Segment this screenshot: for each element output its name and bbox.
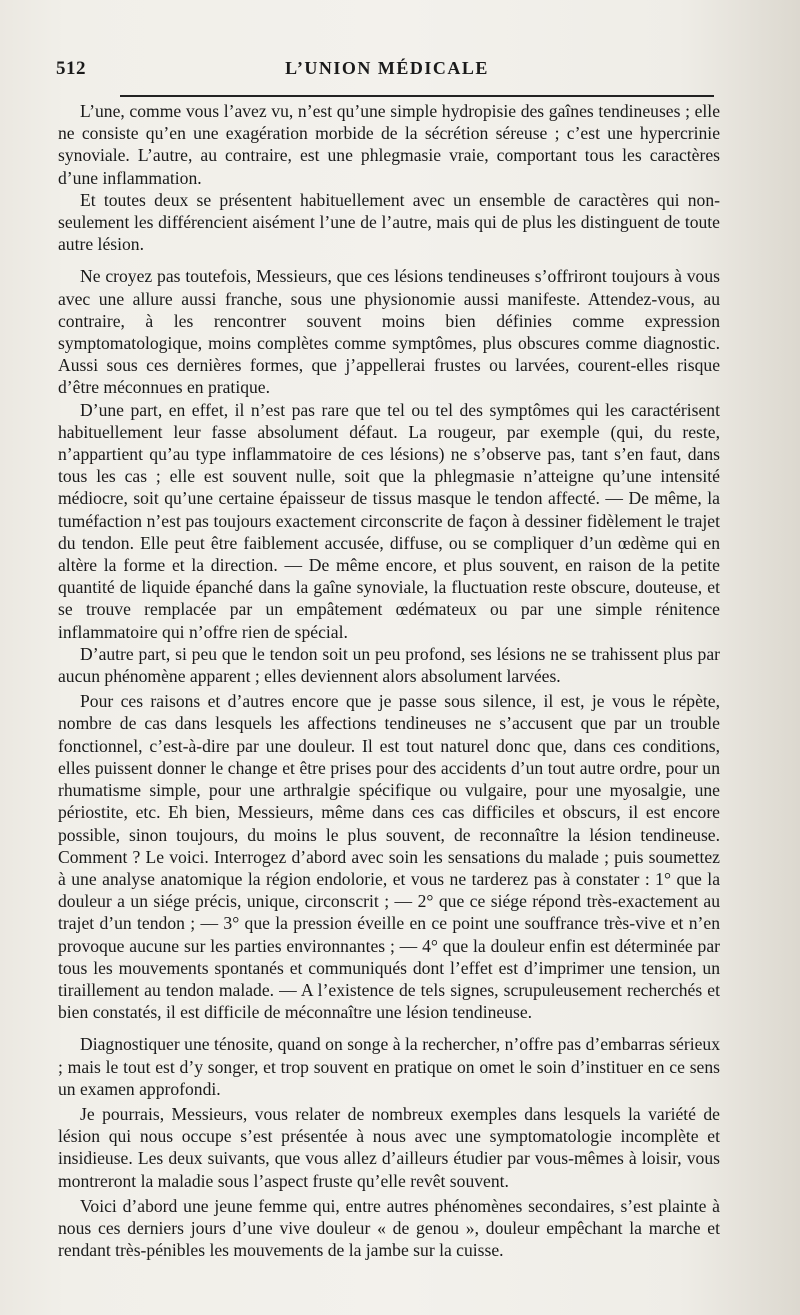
paragraph: D’autre part, si peu que le tendon soit un peu profond, ses lésions ne se trahissent plus par aucun phénomène apparent ; elles deviennent alors absolument larvées. [58,643,720,687]
paragraph: Pour ces raisons et d’autres encore que je passe sous silence, il est, je vous le répète, nombre de cas dans lesquels les affections tendineuses ne s’accusent que par un trouble fonctionnel, c’est-à-dire par une douleur. Il est tout naturel donc que, dans ces conditions, elles puissent donner le change et être prises pour des accidents d’un tout autre ordre, pour un rhumatisme simple, pour une arthralgie spécifique ou vulgaire, pour une myosalgie, une périostite, etc. Eh bien, Messieurs, même dans ces cas difficiles et obscurs, il est encore possible, sinon toujours, du moins le plus souvent, de reconnaître la lésion tendineuse. Comment ? Le voici. Interrogez d’abord avec soin les sensations du malade ; puis soumettez à une analyse anatomique la région endolorie, et vous ne tarderez pas à constater : 1° que la douleur a un siége précis, unique, circonscrit ; — 2° que ce siége répond très-exactement au trajet d’un tendon ; — 3° que la pression éveille en ce point une souffrance très-vive et n’en provoque aucune sur les parties environnantes ; — 4° que la douleur enfin est déterminée par tous les mouvements spontanés et communiqués dont l’effet est d’imprimer une tension, un tiraillement au tendon malade. — A l’existence de tels signes, scrupuleusement recherchés et bien constatés, il est difficile de méconnaître une lésion tendineuse. [58,691,720,1023]
paragraph: Et toutes deux se présentent habituellement avec un ensemble de caractères qui non-seulement les différencient aisément l’une de l’autre, mais qui de plus les distinguent de toute autre lésion. [58,189,720,255]
page-number: 512 [56,58,86,79]
paragraph: D’une part, en effet, il n’est pas rare que tel ou tel des symptômes qui les caractérisent habituellement leur fasse absolument défaut. La rougeur, par exemple (qui, du reste, n’appartient qu’au type inflammatoire de ces lésions) ne s’observe pas, tant s’en faut, dans tous les cas ; elle est souvent nulle, soit que la phlegmasie n’atteigne qu’une intensité médiocre, soit qu’une certaine épaisseur de tissus masque le tendon affecté. — De même, la tuméfaction n’est pas toujours exactement circonscrite de façon à dessiner fidèlement le trajet du tendon. Elle peut être faiblement accusée, diffuse, ou se compliquer d’un œdème qui en altère la forme et la direction. — De même encore, et plus souvent, en raison de la petite quantité de liquide épanché dans la gaîne synoviale, la fluctuation reste obscure, douteuse, et se trouve remplacée par un empâtement œdémateux ou par une simple rénitence inflammatoire qui n’offre rien de spécial. [58,399,720,642]
paragraph: Diagnostiquer une ténosite, quand on songe à la rechercher, n’offre pas d’embarras sérieux ; mais le tout est d’y songer, et trop souvent en pratique on omet le soin d’instituer en ce sens un examen approfondi. [58,1034,720,1099]
paragraph: Je pourrais, Messieurs, vous relater de nombreux exemples dans lesquels la variété de lésion qui nous occupe s’est présentée à nous avec une symptomatologie incomplète et insidieuse. Les deux suivants, que vous allez d’ailleurs étudier par vous-mêmes à loisir, vous montreront la maladie sous l’aspect fruste qu’elle revêt souvent. [58,1103,720,1191]
paragraph: Ne croyez pas toutefois, Messieurs, que ces lésions tendineuses s’offriront toujours à vous avec une allure aussi franche, sous une physionomie aussi manifeste. Attendez-vous, au contraire, à les rencontrer souvent moins bien définies comme expression symptomatologique, moins complètes comme symptômes, plus obscures comme diagnostic. Aussi sous ces dernières formes, que j’appellerai frustes ou larvées, courent-elles risque d’être méconnues en pratique. [58,266,720,398]
page-header [56,58,718,86]
header-rule [120,95,714,97]
paragraph: Voici d’abord une jeune femme qui, entre autres phénomènes secondaires, s’est plainte à nous ces derniers jours d’une vive douleur « de genou », douleur empêchant la marche et rendant très-pénibles les mouvements de la jambe sur la cuisse. [58,1195,720,1261]
body-text [58,100,720,1261]
running-title: L’UNION MÉDICALE [285,58,489,78]
paragraph: L’une, comme vous l’avez vu, n’est qu’une simple hydropisie des gaînes tendineuses ; elle ne consiste qu’en une exagération morbide de la sécrétion séreuse ; c’est une hypercrinie synoviale. L’autre, au contraire, est une phlegmasie vraie, comportant tous les caractères d’une inflammation. [58,101,720,188]
